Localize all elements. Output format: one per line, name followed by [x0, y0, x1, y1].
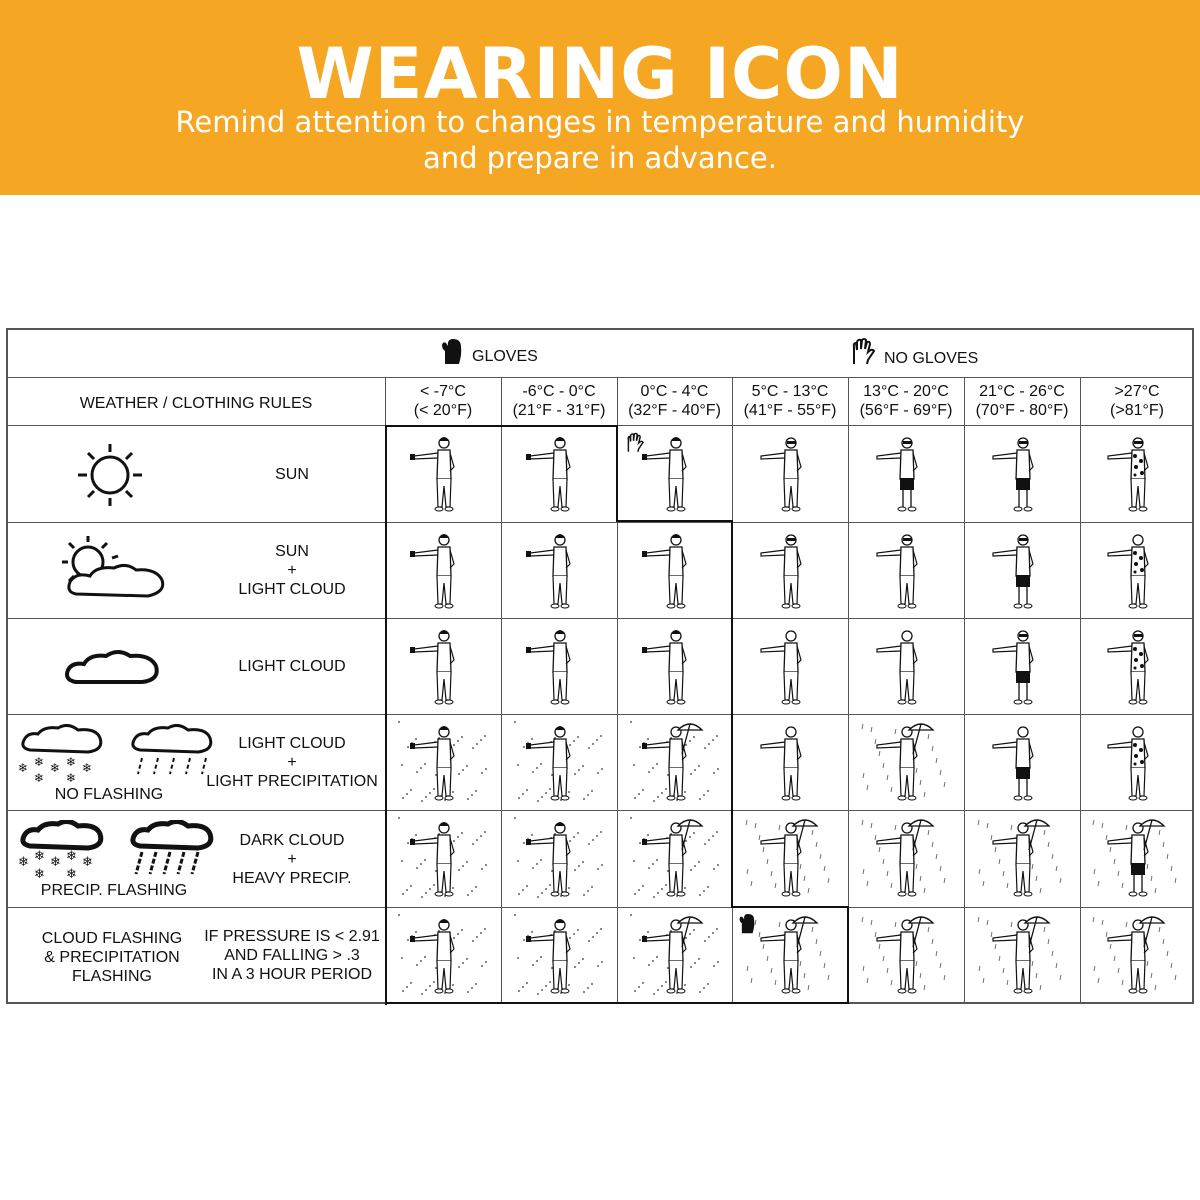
svg-text:❄: ❄ [66, 771, 77, 784]
clothing-figure-icon [977, 720, 1067, 805]
clothing-figure-icon [861, 913, 951, 998]
clothing-figure-icon [514, 624, 604, 709]
page-title: WEARING ICON [296, 33, 904, 115]
gloves-label: GLOVES [472, 348, 538, 365]
cloud-flashing-caption: CLOUD FLASHING & PRECIPITATION FLASHING [41, 930, 183, 985]
mitten-icon [440, 338, 466, 366]
clothing-figure-icon [514, 913, 604, 998]
weather-condition-label [200, 734, 384, 791]
gloves-boundary-line [616, 425, 618, 521]
precip-flashing-caption: PRECIP. FLASHING [40, 882, 188, 899]
temperature-column-header [732, 382, 848, 420]
clothing-figure-icon [514, 528, 604, 613]
clothing-figure-icon [977, 913, 1067, 998]
condition-text: + [287, 562, 297, 579]
clothing-figure-icon [861, 624, 951, 709]
weather-condition-label [200, 657, 384, 676]
celsius-range: 21°C - 26°C [979, 383, 1065, 400]
condition-text: HEAVY PRECIP. [232, 870, 352, 887]
svg-text:❄: ❄ [82, 855, 93, 870]
gloves-boundary-line [847, 906, 849, 1004]
condition-text: IN A 3 HOUR PERIOD [211, 966, 373, 983]
celsius-range: -6°C - 0°C [522, 383, 596, 400]
weather-condition-label [200, 927, 384, 984]
no-flashing-caption: NO FLASHING [54, 786, 164, 803]
condition-text: LIGHT CLOUD [238, 735, 346, 752]
clothing-figure-icon [977, 431, 1067, 516]
celsius-range: 13°C - 20°C [863, 383, 949, 400]
row-divider [6, 810, 1194, 811]
condition-text: LIGHT CLOUD [238, 658, 346, 675]
celsius-range: < -7°C [420, 383, 466, 400]
clothing-figure-icon [861, 431, 951, 516]
svg-text:❄: ❄ [66, 755, 77, 769]
row-divider [6, 714, 1194, 715]
temperature-column-header [617, 382, 732, 420]
condition-text: LIGHT CLOUD [238, 581, 346, 598]
gloves-boundary-line [385, 425, 617, 427]
condition-text: AND FALLING > .3 [224, 947, 360, 964]
svg-text:❄: ❄ [18, 855, 29, 870]
clothing-figure-icon [630, 816, 720, 901]
row-divider [6, 907, 1194, 908]
condition-text: + [287, 754, 297, 771]
gloves-boundary-line [616, 520, 732, 522]
clothing-figure-icon [1092, 816, 1182, 901]
condition-text: + [287, 851, 297, 868]
page-subtitle [0, 104, 1200, 176]
snow-cloud-icon [16, 724, 106, 784]
header-banner [0, 0, 1200, 195]
clothing-figure-icon [977, 816, 1067, 901]
temperature-column-header [848, 382, 964, 420]
svg-text:❄: ❄ [50, 855, 61, 870]
bare-hand-icon [848, 338, 878, 366]
clothing-figure-icon [745, 528, 835, 613]
clothing-figure-icon [745, 624, 835, 709]
fahrenheit-range: (56°F - 69°F) [859, 402, 953, 419]
fahrenheit-range: (>81°F) [1110, 402, 1164, 419]
condition-text: LIGHT PRECIPITATION [206, 773, 378, 790]
clothing-figure-icon [861, 528, 951, 613]
svg-text:❄: ❄ [34, 771, 45, 784]
clothing-figure-icon [745, 913, 835, 998]
celsius-range: >27°C [1114, 383, 1160, 400]
rules-header: WEATHER / CLOTHING RULES [79, 395, 313, 412]
clothing-figure-icon [514, 720, 604, 805]
subtitle-line-1: Remind attention to changes in temperature and humidity [175, 105, 1025, 139]
clothing-figure-icon [514, 816, 604, 901]
clothing-figure-icon [398, 913, 488, 998]
no-gloves-label: NO GLOVES [884, 350, 979, 367]
dark-snow-cloud-icon [16, 820, 106, 880]
clothing-figure-icon [977, 528, 1067, 613]
sun-icon [68, 440, 158, 510]
celsius-range: 5°C - 13°C [751, 383, 829, 400]
row-divider [6, 522, 1194, 523]
fahrenheit-range: (21°F - 31°F) [512, 402, 606, 419]
clothing-figure-icon [1092, 720, 1182, 805]
temperature-column-header [964, 382, 1080, 420]
clothing-figure-icon [398, 624, 488, 709]
svg-text:❄: ❄ [34, 755, 45, 769]
bare-hand-marker-icon [624, 432, 646, 454]
clothing-figure-icon [1092, 431, 1182, 516]
clothing-figure-icon [977, 624, 1067, 709]
fahrenheit-range: (32°F - 40°F) [628, 402, 721, 419]
temperature-column-header [1080, 382, 1194, 420]
clothing-figure-icon [745, 720, 835, 805]
column-divider [501, 377, 502, 1003]
sun-cloud-icon [52, 532, 172, 608]
clothing-figure-icon [398, 720, 488, 805]
svg-text:❄: ❄ [34, 867, 45, 880]
temperature-column-header [385, 382, 501, 420]
clothing-figure-icon [514, 431, 604, 516]
mitten-marker-icon [738, 913, 758, 935]
clothing-figure-icon [861, 816, 951, 901]
gloves-boundary-line [731, 906, 848, 908]
clothing-figure-icon [1092, 913, 1182, 998]
weather-condition-label [200, 542, 384, 599]
condition-text: SUN [275, 466, 309, 483]
no-gloves-header [848, 338, 988, 368]
celsius-range: 0°C - 4°C [640, 383, 709, 400]
clothing-figure-icon [1092, 624, 1182, 709]
fahrenheit-range: (< 20°F) [413, 402, 473, 419]
gloves-boundary-line [385, 1002, 849, 1004]
temperature-column-header [501, 382, 617, 420]
clothing-figure-icon [630, 624, 720, 709]
row-divider [6, 618, 1194, 619]
gloves-boundary-line [731, 520, 733, 908]
svg-text:❄: ❄ [66, 867, 77, 880]
clothing-figure-icon [630, 913, 720, 998]
clothing-figure-icon [398, 528, 488, 613]
condition-text: IF PRESSURE IS < 2.91 [204, 928, 380, 945]
condition-text: DARK CLOUD [239, 832, 345, 849]
clothing-figure-icon [630, 720, 720, 805]
cloud-icon [62, 642, 162, 692]
gloves-header [440, 338, 560, 368]
gloves-boundary-line [385, 425, 387, 1005]
fahrenheit-range: (70°F - 80°F) [975, 402, 1069, 419]
clothing-figure-icon [1092, 528, 1182, 613]
clothing-figure-icon [745, 816, 835, 901]
condition-text: SUN [275, 543, 309, 560]
clothing-figure-icon [630, 528, 720, 613]
subtitle-line-2: and prepare in advance. [423, 141, 777, 175]
clothing-figure-icon [745, 431, 835, 516]
svg-text:❄: ❄ [66, 849, 77, 864]
clothing-figure-icon [861, 720, 951, 805]
svg-text:❄: ❄ [34, 849, 45, 864]
column-divider [964, 377, 965, 1003]
svg-text:❄: ❄ [50, 761, 61, 775]
column-divider [1080, 377, 1081, 1003]
svg-text:❄: ❄ [82, 761, 93, 775]
clothing-figure-icon [398, 816, 488, 901]
fahrenheit-range: (41°F - 55°F) [743, 402, 837, 419]
clothing-figure-icon [398, 431, 488, 516]
weather-condition-label [200, 465, 384, 484]
svg-text:❄: ❄ [18, 761, 29, 775]
weather-condition-label [200, 831, 384, 888]
